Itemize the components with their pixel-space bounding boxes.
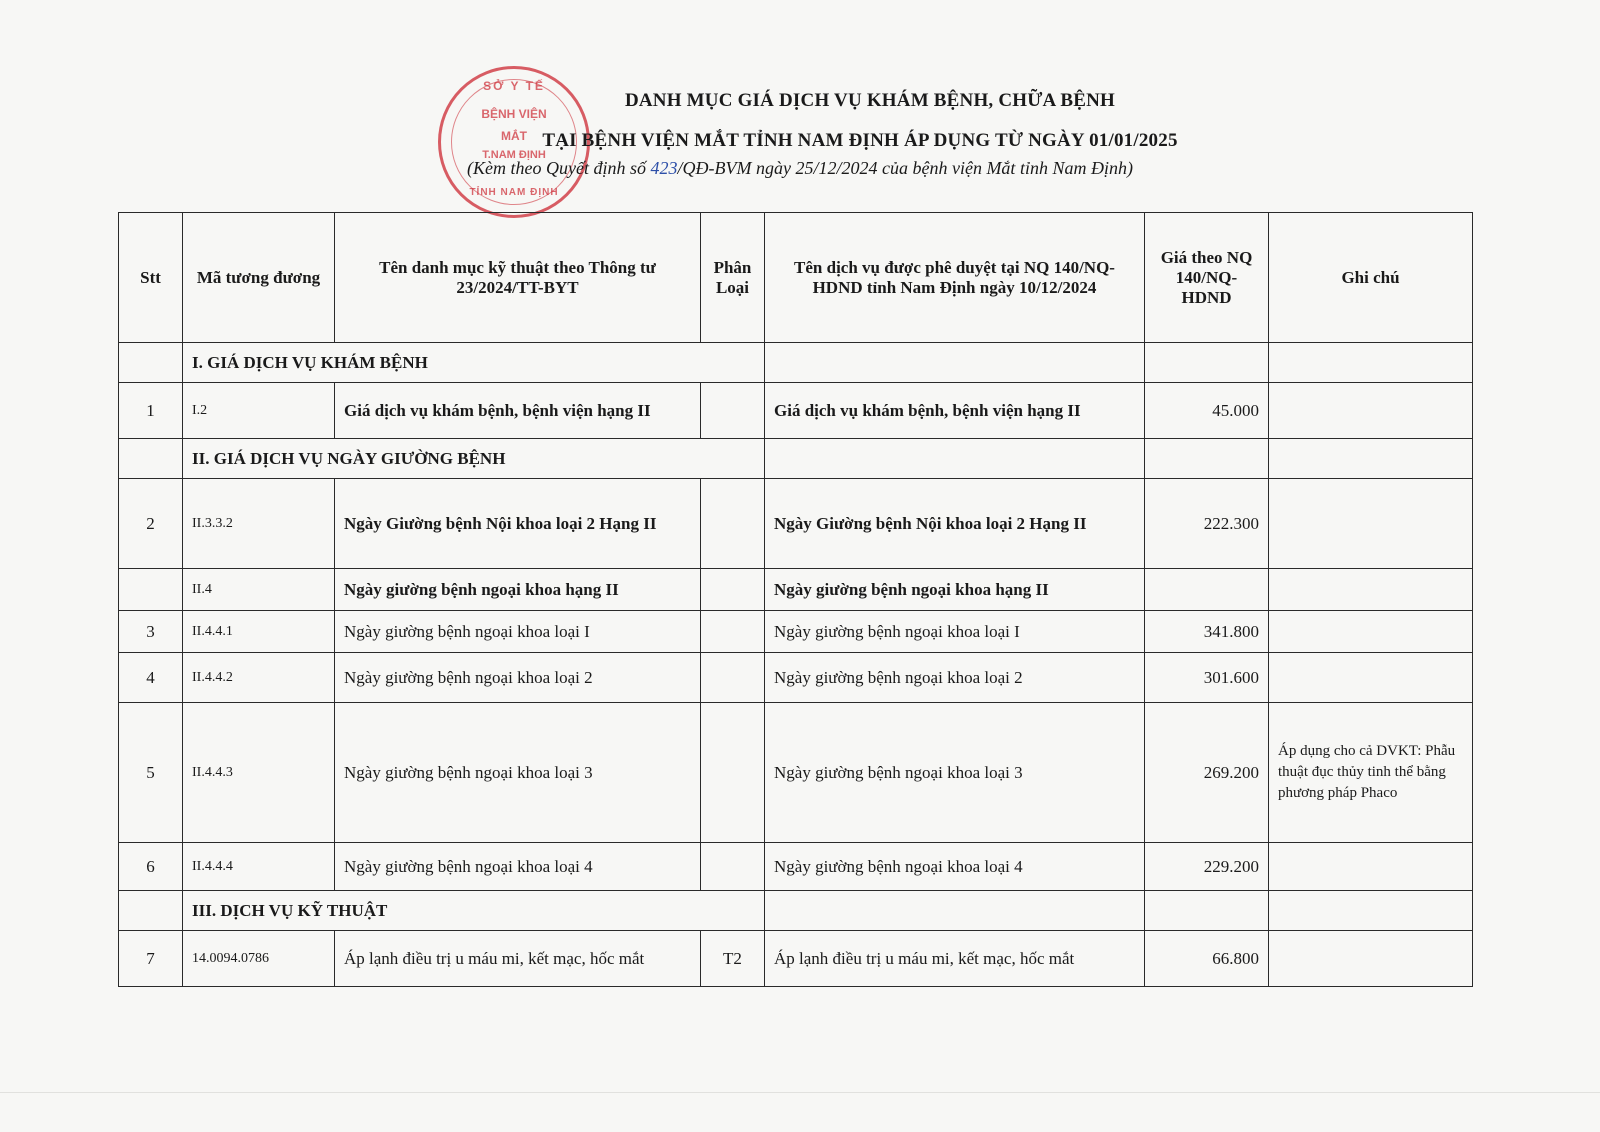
cell-stt: 4 xyxy=(119,653,183,703)
cell-type: T2 xyxy=(701,931,765,987)
cell-stt: 3 xyxy=(119,611,183,653)
cell-price: 301.600 xyxy=(1145,653,1269,703)
price-list-table xyxy=(118,212,1473,987)
stamp-text-2: MẮT xyxy=(501,129,527,143)
cell-type xyxy=(701,653,765,703)
cell-code: II.4.4.4 xyxy=(183,843,335,891)
cell-name-nq: Ngày giường bệnh ngoại khoa loại I xyxy=(765,611,1145,653)
cell-note xyxy=(1269,653,1473,703)
cell-note xyxy=(1269,383,1473,439)
table-row xyxy=(119,479,1473,569)
section-row xyxy=(119,891,1473,931)
decision-reference xyxy=(0,158,1600,179)
cell-type xyxy=(701,703,765,843)
cell-note xyxy=(1269,569,1473,611)
cell-name-nq: Ngày giường bệnh ngoại khoa loại 3 xyxy=(765,703,1145,843)
stamp-top-text: SỞ Y TẾ xyxy=(483,79,545,93)
cell-price: 229.200 xyxy=(1145,843,1269,891)
cell-price: 45.000 xyxy=(1145,383,1269,439)
cell-code: II.4 xyxy=(183,569,335,611)
cell-code: 14.0094.0786 xyxy=(183,931,335,987)
cell-code: II.4.4.2 xyxy=(183,653,335,703)
cell-code: II.4.4.1 xyxy=(183,611,335,653)
cell-stt: 5 xyxy=(119,703,183,843)
cell-price xyxy=(1145,569,1269,611)
col-header-code: Mã tương đương xyxy=(183,213,335,343)
title-line-1: DANH MỤC GIÁ DỊCH VỤ KHÁM BỆNH, CHỮA BỆNH xyxy=(624,90,1116,111)
cell-note: Áp dụng cho cả DVKT: Phẫu thuật đục thủy tinh thể bằng phương pháp Phaco xyxy=(1269,703,1473,843)
stamp-bottom-text: TỈNH NAM ĐỊNH xyxy=(469,187,559,198)
cell-name-tt: Ngày giường bệnh ngoại khoa hạng II xyxy=(335,569,701,611)
handwritten-decision-number: 423 xyxy=(650,158,678,178)
section-row xyxy=(119,343,1473,383)
col-header-name-tt: Tên danh mục kỹ thuật theo Thông tư 23/2024/TT-BYT xyxy=(335,213,701,343)
section-row xyxy=(119,439,1473,479)
decision-prefix: (Kèm theo Quyết định số xyxy=(467,158,651,178)
cell-stt: 7 xyxy=(119,931,183,987)
cell-note xyxy=(1269,931,1473,987)
section-title-1: I. GIÁ DỊCH VỤ KHÁM BỆNH xyxy=(183,343,765,383)
scan-edge-line xyxy=(0,1092,1600,1093)
col-header-price: Giá theo NQ 140/NQ-HDND xyxy=(1145,213,1269,343)
table-header-row xyxy=(119,213,1473,343)
cell-name-nq: Ngày giường bệnh ngoại khoa loại 2 xyxy=(765,653,1145,703)
cell-note xyxy=(1269,843,1473,891)
cell-type xyxy=(701,479,765,569)
cell-name-nq: Áp lạnh điều trị u máu mi, kết mạc, hốc mắt xyxy=(765,931,1145,987)
section-title-3: III. DỊCH VỤ KỸ THUẬT xyxy=(183,891,765,931)
title-line-2: TẠI BỆNH VIỆN MẮT TỈNH NAM ĐỊNH ÁP DỤNG TỪ NGÀY 01/01/2025 xyxy=(542,130,1178,151)
cell-stt xyxy=(119,569,183,611)
cell-price: 269.200 xyxy=(1145,703,1269,843)
table-row xyxy=(119,931,1473,987)
cell-price: 222.300 xyxy=(1145,479,1269,569)
cell-name-tt: Ngày Giường bệnh Nội khoa loại 2 Hạng II xyxy=(335,479,701,569)
stamp-text-1: BỆNH VIỆN xyxy=(481,107,547,121)
cell-name-tt: Ngày giường bệnh ngoại khoa loại I xyxy=(335,611,701,653)
cell-name-tt: Ngày giường bệnh ngoại khoa loại 2 xyxy=(335,653,701,703)
cell-name-tt: Ngày giường bệnh ngoại khoa loại 3 xyxy=(335,703,701,843)
table-row xyxy=(119,383,1473,439)
section-title-2: II. GIÁ DỊCH VỤ NGÀY GIƯỜNG BỆNH xyxy=(183,439,765,479)
cell-name-nq: Giá dịch vụ khám bệnh, bệnh viện hạng II xyxy=(765,383,1145,439)
decision-suffix: /QĐ-BVM ngày 25/12/2024 của bệnh viện Mắt tỉnh Nam Định) xyxy=(677,158,1133,178)
cell-name-nq: Ngày giường bệnh ngoại khoa hạng II xyxy=(765,569,1145,611)
cell-note xyxy=(1269,611,1473,653)
cell-stt: 2 xyxy=(119,479,183,569)
cell-name-nq: Ngày Giường bệnh Nội khoa loại 2 Hạng II xyxy=(765,479,1145,569)
table-row xyxy=(119,611,1473,653)
cell-code: II.3.3.2 xyxy=(183,479,335,569)
col-header-type: Phân Loại xyxy=(701,213,765,343)
col-header-name-nq: Tên dịch vụ được phê duyệt tại NQ 140/NQ-HDND tỉnh Nam Định ngày 10/12/2024 xyxy=(765,213,1145,343)
cell-name-tt: Giá dịch vụ khám bệnh, bệnh viện hạng II xyxy=(335,383,701,439)
cell-name-tt: Ngày giường bệnh ngoại khoa loại 4 xyxy=(335,843,701,891)
table-row xyxy=(119,569,1473,611)
cell-type xyxy=(701,611,765,653)
cell-type xyxy=(701,383,765,439)
table-row xyxy=(119,703,1473,843)
cell-code: II.4.4.3 xyxy=(183,703,335,843)
cell-type xyxy=(701,569,765,611)
col-header-stt: Stt xyxy=(119,213,183,343)
cell-price: 341.800 xyxy=(1145,611,1269,653)
cell-name-nq: Ngày giường bệnh ngoại khoa loại 4 xyxy=(765,843,1145,891)
cell-stt: 1 xyxy=(119,383,183,439)
cell-stt: 6 xyxy=(119,843,183,891)
table-row xyxy=(119,843,1473,891)
cell-code: I.2 xyxy=(183,383,335,439)
stamp-text-3: T.NAM ĐỊNH xyxy=(482,149,546,161)
cell-name-tt: Áp lạnh điều trị u máu mi, kết mạc, hốc mắt xyxy=(335,931,701,987)
cell-note xyxy=(1269,479,1473,569)
cell-type xyxy=(701,843,765,891)
table-row xyxy=(119,653,1473,703)
cell-price: 66.800 xyxy=(1145,931,1269,987)
col-header-note: Ghi chú xyxy=(1269,213,1473,343)
